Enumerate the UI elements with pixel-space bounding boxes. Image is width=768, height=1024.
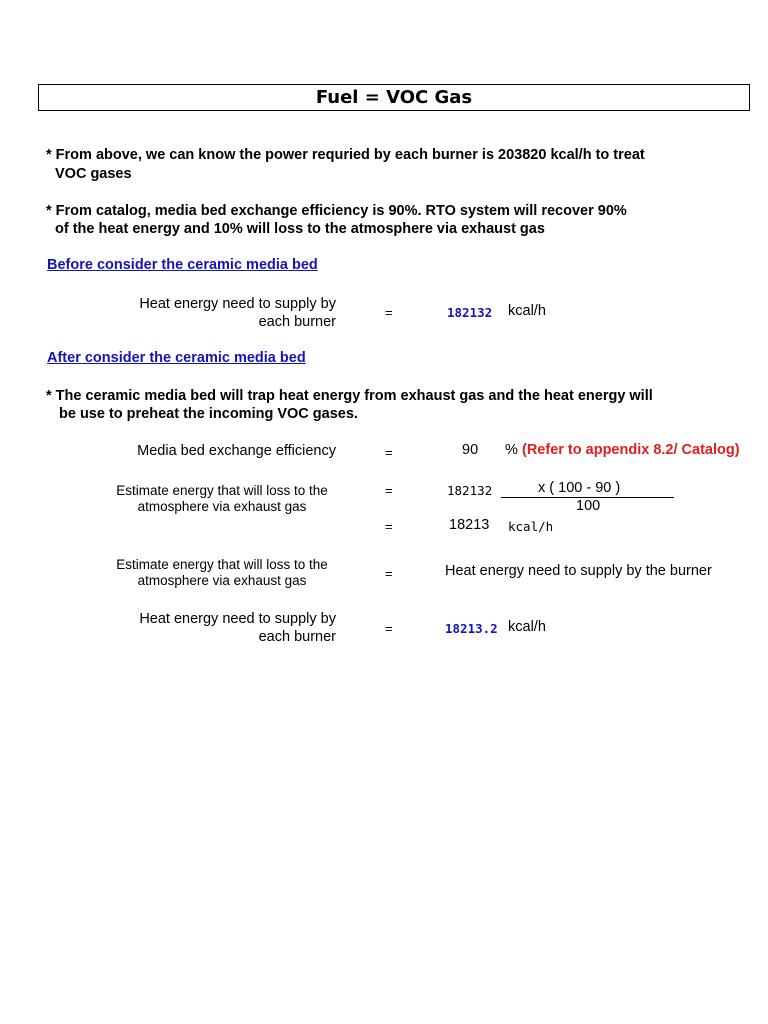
final-unit: kcal/h [508,619,546,635]
estimate-denominator: 100 [576,498,601,514]
title-box [38,84,750,111]
estimate-result-unit: kcal/h [508,519,554,534]
final-label-line1: Heat energy need to supply by [139,611,336,627]
after-heading: After consider the ceramic media bed [47,350,306,366]
efficiency-percent: % [505,442,518,458]
after-note-a: * The ceramic media bed will trap heat energy from exhaust gas and the heat energy will [46,388,653,404]
final-value: 18213.2 [445,621,498,636]
equivalence-equals: = [385,566,393,581]
estimate-label-line1: Estimate energy that will loss to the [116,483,328,498]
efficiency-reference: (Refer to appendix 8.2/ Catalog) [522,442,740,458]
equivalence-text: Heat energy need to supply by the burner [445,563,712,579]
estimate-result: 18213 [449,517,490,533]
intro-line-2a: * From catalog, media bed exchange efficiency is 90%. RTO system will recover 90% [46,203,627,219]
intro-line-2b: of the heat energy and 10% will loss to the atmosphere via exhaust gas [55,221,545,237]
estimate-label-line2: atmosphere via exhaust gas [137,499,307,514]
efficiency-equals: = [385,445,393,460]
before-value: 182132 [447,305,493,320]
intro-line-1a: * From above, we can know the power requried by each burner is 203820 kcal/h to treat [46,147,645,163]
final-label-line2: each burner [258,629,336,645]
before-label-line1: Heat energy need to supply by [139,296,336,312]
equivalence-label-line2: atmosphere via exhaust gas [137,573,307,588]
after-note-b: be use to preheat the incoming VOC gases. [59,406,358,422]
page-title: Fuel = VOC Gas [315,87,473,108]
intro-line-1b: VOC gases [55,166,132,182]
estimate-value: 182132 [447,483,493,498]
estimate-equals-2: = [385,519,393,534]
efficiency-label: Media bed exchange efficiency [137,443,336,459]
equivalence-label-line1: Estimate energy that will loss to the [116,557,328,572]
before-label-line2: each burner [258,314,336,330]
estimate-equals: = [385,483,393,498]
before-unit: kcal/h [508,303,546,319]
before-equals: = [385,305,393,320]
estimate-numerator: x ( 100 - 90 ) [538,480,621,496]
before-heading: Before consider the ceramic media bed [47,257,318,273]
final-equals: = [385,621,393,636]
efficiency-value: 90 [462,442,479,458]
